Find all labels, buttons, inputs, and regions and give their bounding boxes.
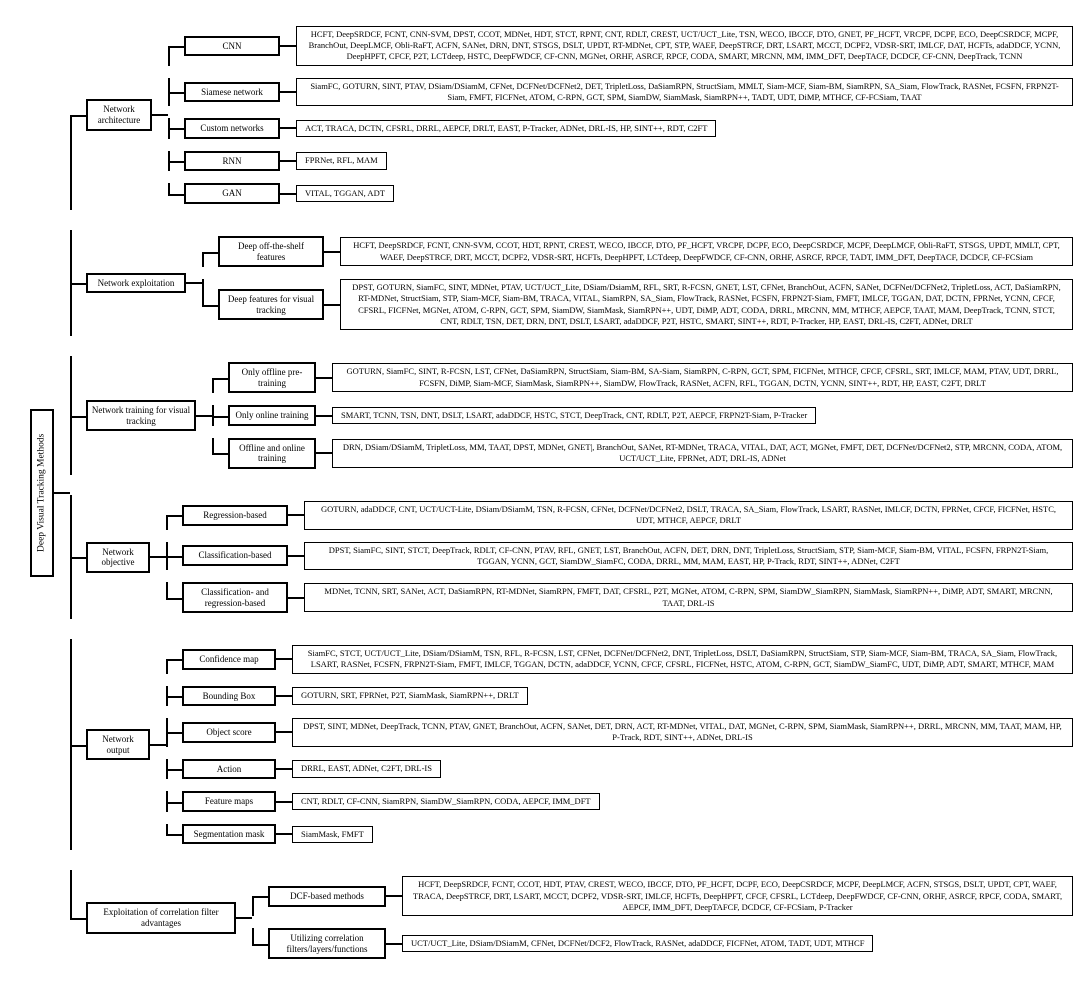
methods-list-dcf-based-methods: HCFT, DeepSRDCF, FCNT, CCOT, HDT, PTAV, CREST, WECO, IBCCF, DTO, PF_HCFT, DCPF, ECO, DeepCSRDCF, MCPF, DeepLMCF, ACFN, STSGS, DSLT, UPDT, CPT, WAEF, TRACA, DeepSTRCF, DRT, LSART, MCCT, DCPF2, VDSR-SRT, IMLCF, HCFTs, DeepHPFT, CFCF, CFSRL, LCTdeep, DeepFWDCF, CF-CNN, ORHF, ASRCF, RPCF, CODA, SMART, AEPCF, IMM_DFT, DeepTAFCF, DCDCF, CF-FCSiam, P-Tracker [402, 876, 1073, 916]
methods-list-feature-maps: CNT, RDLT, CF-CNN, SiamRPN, SiamDW_SiamRPN, CODA, AEPCF, IMM_DFT [292, 793, 600, 810]
branch-row-network-architecture [70, 20, 1076, 210]
connector-line [316, 452, 332, 454]
connector-line [150, 744, 166, 746]
connector-line [316, 415, 332, 417]
connector-line [288, 514, 304, 516]
connector-line [276, 801, 292, 803]
category-row-dcf-based-methods [252, 876, 1076, 916]
category-row-object-score [166, 718, 1076, 746]
category-row-action [166, 759, 1076, 780]
category-node-only-offline-pre-training: Only offline pre-training [228, 362, 316, 393]
methods-list-regression-based: GOTURN, adaDDCF, CNT, UCT/UCT-Lite, DSiam/DSiamM, TSN, R-FCSN, CFNet, DCFNet/DCFNet2, DSLT, TRACA, SA_Siam, FlowTrack, LSART, RASNet, IMLCF, DCTN, FPRNet, CFCF, FICFNet, HSTC, UDT, MTHCF, AEPCF, DRLT [304, 501, 1073, 529]
category-row-siamese-network [168, 78, 1076, 106]
category-node-custom-networks: Custom networks [184, 118, 280, 139]
connector-line [150, 556, 166, 558]
category-node-classification-based: Classification-based [182, 545, 288, 566]
category-node-object-score: Object score [182, 722, 276, 743]
connector-line [280, 193, 296, 195]
methods-list-classification-and-regression-based: MDNet, TCNN, SRT, SANet, ACT, DaSiamRPN, RT-MDNet, SiamRPN, FMFT, DAT, CFSRL, P2T, MGNet, ATOM, C-RPN, SPM, SiamDW_SiamRPN, SiamMask, SiamRPN++, DiMP, ADT, SMART, MRCNN, TAAT, DRL-IS [304, 583, 1073, 611]
category-row-feature-maps [166, 791, 1076, 812]
category-row-regression-based [166, 501, 1076, 529]
methods-list-wrap [304, 501, 1076, 529]
category-node-cnn: CNN [184, 36, 280, 57]
branch-row-network-exploitation [70, 230, 1076, 336]
groups-column [70, 10, 1076, 975]
connector-line [288, 555, 304, 557]
connector-line [386, 895, 402, 897]
connector-line [196, 415, 212, 417]
category-node-action: Action [182, 759, 276, 780]
methods-list-wrap [340, 279, 1076, 330]
group-node-network-objective: Network objective [86, 542, 150, 573]
methods-list-bounding-box: GOTURN, SRT, FPRNet, P2T, SiamMask, SiamRPN++, DRLT [292, 687, 528, 704]
category-row-custom-networks [168, 118, 1076, 139]
methods-list-only-offline-pre-training: GOTURN, SiamFC, SINT, R-FCSN, LST, CFNet, DaSiamRPN, StructSiam, Siam-BM, SA-Siam, SiamRPN, C-RPN, GCT, SPM, FICFNet, MTHCF, CFCF, CFSRL, SRT, IMLCF, MAM, PTAV, UDT, DRRL, FCSFN, DiMP, Siam-MCF, SiamMask, SiamRPN++, SiamDW, FlowTrack, RASNet, ACFN, RFL, TGGAN, DCTN, YCNN, SINT++, RDT, HP, EAST, C2FT, DRLT [332, 363, 1073, 391]
methods-list-utilizing-correlation-filters-layers-functions: UCT/UCT_Lite, DSiam/DSiamM, CFNet, DCFNet/DCF2, FlowTrack, RASNet, adaDDCF, FICFNet, ATOM, TADT, UDT, MTHCF [402, 935, 873, 952]
connector-line [186, 282, 202, 284]
category-row-classification-and-regression-based [166, 582, 1076, 613]
category-row-only-online-training [212, 405, 1076, 426]
subgroup-column-network-training-for-visual-tracking [212, 356, 1076, 475]
category-node-segmentation-mask: Segmentation mask [182, 824, 276, 845]
category-node-bounding-box: Bounding Box [182, 686, 276, 707]
category-node-classification-and-regression-based: Classification- and regression-based [182, 582, 288, 613]
connector-line [276, 833, 292, 835]
methods-list-wrap [304, 542, 1076, 570]
category-row-only-offline-pre-training [212, 362, 1076, 393]
methods-list-wrap [340, 237, 1076, 265]
methods-list-wrap [296, 120, 1076, 137]
category-node-regression-based: Regression-based [182, 505, 288, 526]
subgroup-column-network-architecture [168, 20, 1076, 210]
subgroup-column-network-exploitation [202, 230, 1076, 336]
methods-list-wrap [296, 152, 1076, 169]
category-row-deep-features-for-visual-tracking [202, 279, 1076, 330]
subgroup-column-network-output [166, 639, 1076, 850]
methods-list-classification-based: DPST, SiamFC, SINT, STCT, DeepTrack, RDLT, CF-CNN, PTAV, RFL, GNET, LST, BranchOut, ACFN, DET, DRN, DNT, TripletLoss, StructSiam, STP, Siam-MCF, Siam-BM, VITAL, FCSFN, FRPN2T-Siam, TGGAN, YCNN, GCT, SiamDW_SiamFC, CODA, DRRL, MM, MAM, EAST, HP, P-Track, RDT, SINT++, ADNet, C2FT [304, 542, 1073, 570]
branch-row-network-objective [70, 495, 1076, 619]
connector-line [280, 160, 296, 162]
methods-list-wrap [296, 78, 1076, 106]
methods-list-wrap [292, 826, 1076, 843]
category-node-deep-features-for-visual-tracking: Deep features for visual tracking [218, 289, 324, 320]
category-node-dcf-based-methods: DCF-based methods [268, 886, 386, 907]
category-node-utilizing-correlation-filters-layers-functions: Utilizing correlation filters/layers/functions [268, 928, 386, 959]
connector-line [276, 731, 292, 733]
category-node-deep-off-the-shelf-features: Deep off-the-shelf features [218, 236, 324, 267]
methods-list-deep-features-for-visual-tracking: DPST, GOTURN, SiamFC, SINT, MDNet, PTAV, UCT/UCT_Lite, DSiam/DsiamM, RFL, SRT, R-FCSN, GNET, LST, CFNet, BranchOut, ACFN, SANet, DCFNet/DCFNet2, TripletLoss, ACT, DaSiamRPN, RT-MDNet, StructSiam, STP, Siam-MCF, Siam-BM, TRACA, VITAL, SiamRPN, SA_Siam, FlowTrack, RASNet, FCSFN, FRPN2T-Siam, FMFT, IMLCF, TGGAN, DAT, DCTN, FPRNet, YCNN, CFCF, CFSRL, FICFNet, MGNet, ATOM, C-RPN, GCT, SPM, SiamDW, SiamMask, SiamRPN++, UDT, DiMP, ADT, CODA, DRRL, MRCNN, MM, MTHCF, AEPCF, TAAT, MAM, DeepTrack, TCNN, STCT, CNT, RDLT, TSN, DET, DRN, DNT, DSLT, LSART, adaDDCF, P2T, HSTC, SMART, SINT++, RDT, P-Tracker, HP, EAST, DRL-IS, C2FT, ADNet, DRLT [340, 279, 1073, 330]
methods-list-confidence-map: SiamFC, STCT, UCT/UCT_Lite, DSiam/DSiamM, TSN, RFL, R-FCSN, LST, CFNet, DCFNet/DCFNet2, DNT, TripletLoss, DSLT, DaSiamRPN, StructSiam, STP, Siam-MCF, Siam-BM, TRACA, SA_Siam, FlowTrack, LSART, RASNet, FCSFN, FRPN2T-Siam, FMFT, IMLCF, TGGAN, DCTN, adaDDCF, YCNN, CFCF, CFSRL, FICFNet, HSTC, ATOM, C-RPN, GCT, SiamDW_SiamFC, UDT, DiMP, ADT, SMART, MTHCF, MAM [292, 645, 1073, 673]
category-row-offline-and-online-training [212, 438, 1076, 469]
methods-list-wrap [304, 583, 1076, 611]
methods-list-wrap [402, 876, 1076, 916]
methods-list-wrap [292, 645, 1076, 673]
group-node-network-architecture: Network architecture [86, 99, 152, 130]
methods-list-siamese-network: SiamFC, GOTURN, SINT, PTAV, DSiam/DSiamM, CFNet, DCFNet/DCFNet2, DET, TripletLoss, DaSiamRPN, StructSiam, MMLT, Siam-MCF, Siam-BM, SiamRPN, SA_Siam, FlowTrack, RASNet, FCSFN, FRPN2T-Siam, FMFT, FICFNet, ATOM, C-RPN, GCT, SPM, SiamDW, SiamMask, SiamRPN++, TADT, UDT, DiMP, MTHCF, CF-FCSiam, TAAT [296, 78, 1073, 106]
methods-list-wrap [332, 363, 1076, 391]
category-row-gan [168, 183, 1076, 204]
category-row-segmentation-mask [166, 824, 1076, 845]
methods-list-cnn: HCFT, DeepSRDCF, FCNT, CNN-SVM, DPST, CCOT, MDNet, HDT, STCT, RPNT, CNT, RDLT, CREST, UCT/UCT_Lite, TSN, WECO, IBCCF, DTO, GNET, PF_HCFT, VRCPF, DCPF, ECO, DeepCSRDCF, MCPF, BranchOut, DeepLMCF, Obli-RaFT, ACFN, SANet, DRN, DNT, STSGS, DSLT, UPDT, RT-MDNet, CPT, STP, WAEF, DeepSTRCF, DRT, LSART, MCCT, DCPF2, VDSR-SRT, IMLCF, DAT, HCFTs, adaDDCF, YCNN, DeepHPFT, CFCF, P2T, LCTdeep, HSTC, DeepFWDCF, CF-CNN, MGNet, ORHF, ASRCF, RPCF, CODA, SMART, MRCNN, MM, IMM_DFT, DeepTACF, DCDCF, CF-CNN, DeepTrack, TCNN [296, 26, 1073, 66]
methods-list-only-online-training: SMART, TCNN, TSN, DNT, DSLT, LSART, adaDDCF, HSTC, STCT, DeepTrack, CNT, RDLT, P2T, AEPCF, FRPN2T-Siam, P-Tracker [332, 407, 816, 424]
category-row-rnn [168, 151, 1076, 172]
connector-line [276, 695, 292, 697]
methods-list-wrap [292, 793, 1076, 810]
connector-line [280, 91, 296, 93]
group-node-exploitation-of-correlation-filter-advantages: Exploitation of correlation filter advantages [86, 902, 236, 933]
root-node: Deep Visual Tracking Methods [30, 409, 54, 577]
methods-list-gan: VITAL, TGGAN, ADT [296, 185, 394, 202]
connector-line [386, 943, 402, 945]
connector-line [152, 114, 168, 116]
branch-row-exploitation-of-correlation-filter-advantages [70, 870, 1076, 965]
category-node-offline-and-online-training: Offline and online training [228, 438, 316, 469]
category-row-utilizing-correlation-filters-layers-functions [252, 928, 1076, 959]
methods-list-wrap [292, 718, 1076, 746]
category-node-rnn: RNN [184, 151, 280, 172]
methods-list-offline-and-online-training: DRN, DSiam/DSiamM, TripletLoss, MM, TAAT, DPST, MDNet, GNET|, BranchOut, SANet, RT-MDNet, TRACA, VITAL, DAT, ACT, MGNet, FMFT, DET, DCFNet/DCFNet2, STP, MRCNN, CODA, ATOM, UCT/UCT_Lite, FPRNet, ADT, DRL-IS, ADNet [332, 439, 1073, 467]
connector-line [276, 768, 292, 770]
category-node-confidence-map: Confidence map [182, 649, 276, 670]
methods-list-rnn: FPRNet, RFL, MAM [296, 152, 387, 169]
methods-list-wrap [292, 760, 1076, 777]
group-node-network-output: Network output [86, 729, 150, 760]
methods-list-deep-off-the-shelf-features: HCFT, DeepSRDCF, FCNT, CNN-SVM, CCOT, HDT, RPNT, CREST, WECO, IBCCF, DTO, PF_HCFT, VRCPF, DCPF, ECO, DeepCSRDCF, MCPF, DeepLMCF, Obli-RaFT, STSGS, UPDT, MMLT, CPT, WAEF, DeepSTRCF, DRT, MCCT, DCPF2, VDSR-SRT, HCFTs, DeepHPFT, LCTdeep, DeepFWDCF, CF-CNN, ORHF, ASRCF, RPCF, TADT, IMM_DFT, DeepTACF, DCDCF, CF-FCSiam [340, 237, 1073, 265]
methods-list-wrap [402, 935, 1076, 952]
methods-list-wrap [296, 26, 1076, 66]
category-row-deep-off-the-shelf-features [202, 236, 1076, 267]
connector-line [236, 917, 252, 919]
connector-line [324, 304, 340, 306]
root-connector-line [54, 492, 70, 494]
methods-list-object-score: DPST, SINT, MDNet, DeepTrack, TCNN, PTAV, GNET, BranchOut, ACFN, SANet, DET, DRN, ACT, RT-MDNet, VITAL, DAT, MGNet, C-RPN, SPM, SiamMask, SiamRPN++, DRRL, MRCNN, MM, TAAT, MAM, HP, P-Track, RDT, SINT++, ADNet, DRL-IS [292, 718, 1073, 746]
category-row-bounding-box [166, 686, 1076, 707]
connector-line [280, 45, 296, 47]
subgroup-column-network-objective [166, 495, 1076, 619]
category-row-confidence-map [166, 645, 1076, 673]
category-row-cnn [168, 26, 1076, 66]
branch-row-network-output [70, 639, 1076, 850]
group-node-network-exploitation: Network exploitation [86, 273, 186, 294]
connector-line [324, 251, 340, 253]
methods-list-wrap [332, 407, 1076, 424]
connector-line [316, 377, 332, 379]
connector-line [280, 127, 296, 129]
methods-list-wrap [296, 185, 1076, 202]
methods-list-wrap [332, 439, 1076, 467]
category-node-feature-maps: Feature maps [182, 791, 276, 812]
methods-list-action: DRRL, EAST, ADNet, C2FT, DRL-IS [292, 760, 441, 777]
connector-line [276, 658, 292, 660]
subgroup-column-exploitation-of-correlation-filter-advantages [252, 870, 1076, 965]
methods-list-segmentation-mask: SiamMask, FMFT [292, 826, 373, 843]
category-node-gan: GAN [184, 183, 280, 204]
methods-list-wrap [292, 687, 1076, 704]
connector-line [288, 597, 304, 599]
category-node-siamese-network: Siamese network [184, 82, 280, 103]
category-row-classification-based [166, 542, 1076, 570]
category-node-only-online-training: Only online training [228, 405, 316, 426]
group-node-network-training-for-visual-tracking: Network training for visual tracking [86, 400, 196, 431]
methods-list-custom-networks: ACT, TRACA, DCTN, CFSRL, DRRL, AEPCF, DRLT, EAST, P-Tracker, ADNet, DRL-IS, HP, SINT++, RDT, C2FT [296, 120, 716, 137]
branch-row-network-training-for-visual-tracking [70, 356, 1076, 475]
